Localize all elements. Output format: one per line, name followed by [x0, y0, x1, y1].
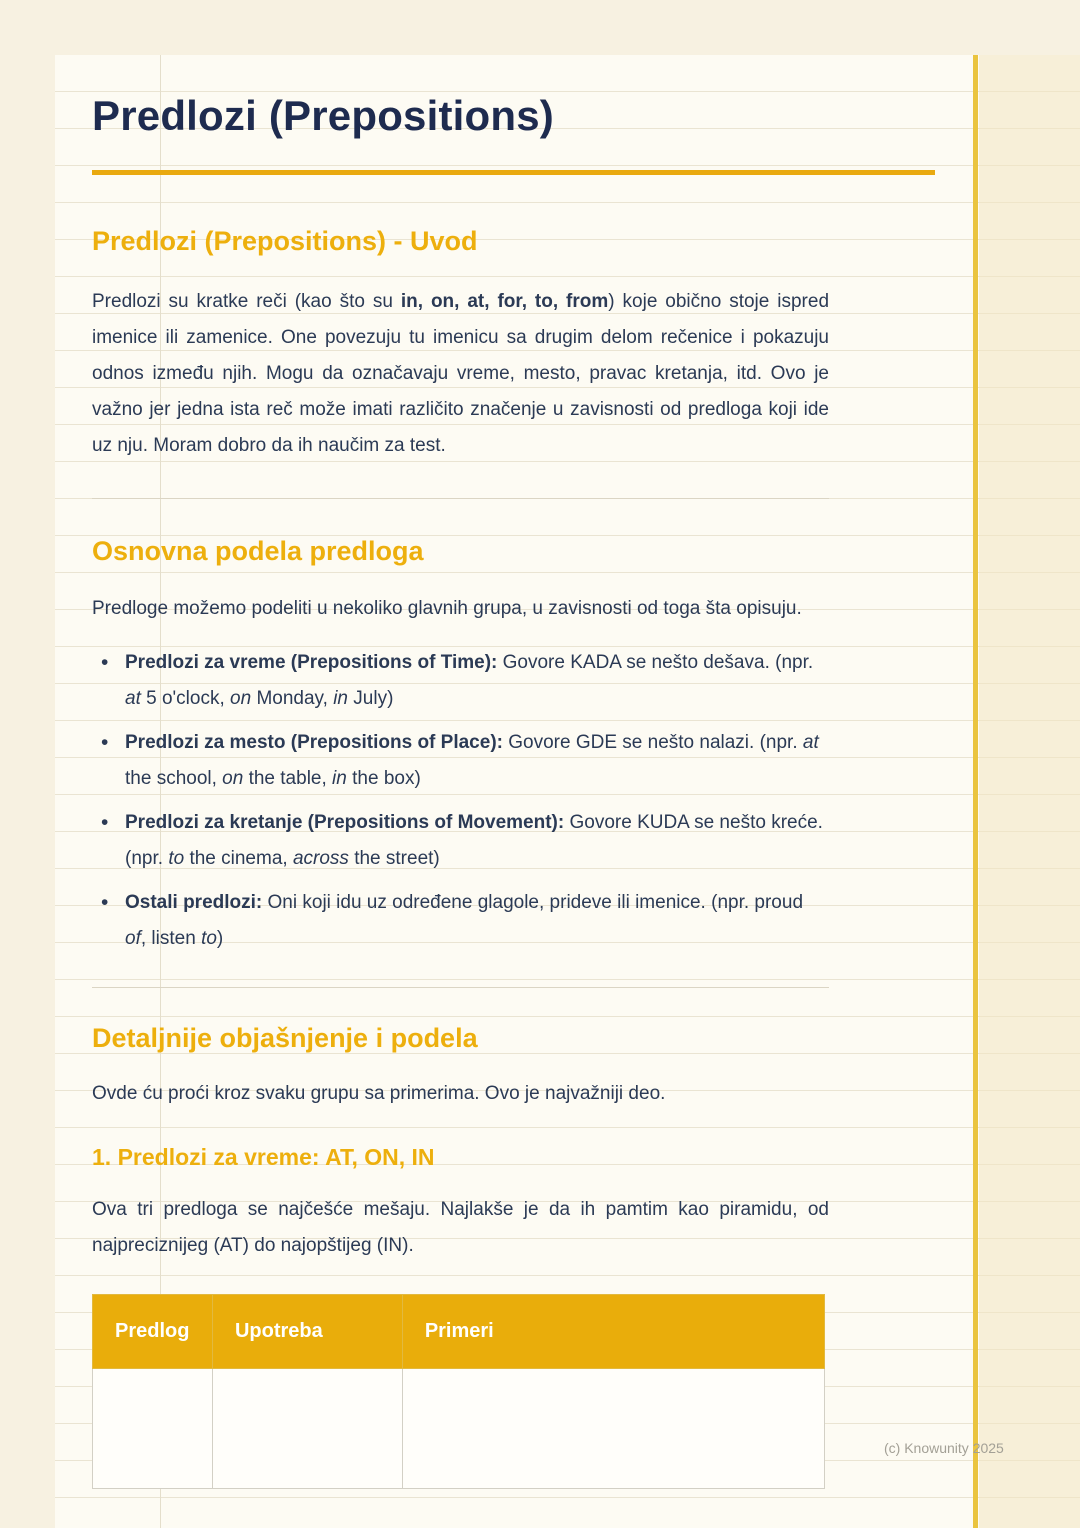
list-item	[92, 885, 829, 957]
table-header-cell-predlog: Predlog	[93, 1295, 213, 1369]
table-header-cell-upotreba: Upotreba	[212, 1295, 402, 1369]
bullet-text: Govore KADA se nešto dešava. (npr. at 5 o'clock, on Monday, in July)	[125, 652, 814, 710]
podela-heading: Osnovna podela predloga	[92, 535, 424, 566]
bullet-label: Predlozi za vreme (Prepositions of Time):	[125, 652, 498, 674]
paper-right-margin-area	[979, 55, 1080, 1528]
detaljnije-heading: Detaljnije objašnjenje i podela	[92, 1023, 478, 1054]
accent-vertical-line	[973, 55, 978, 1528]
table-cell	[402, 1369, 824, 1489]
intro-heading: Predlozi (Prepositions) - Uvod	[92, 226, 478, 257]
footer-credit: (c) Knowunity 2025	[884, 1440, 1004, 1456]
subsection-paragraph: Ova tri predloga se najčešće mešaju. Najlakše je da ih pamtim kao piramidu, od najpreciznijeg (AT) do najopštijeg (IN).	[92, 1199, 829, 1257]
subsection-heading-time: 1. Predlozi za vreme: AT, ON, IN	[92, 1144, 435, 1171]
table-body-row	[93, 1369, 825, 1489]
list-item	[92, 805, 829, 877]
detaljnije-paragraph: Ovde ću proći kroz svaku grupu sa primerima. Ovo je najvažniji deo.	[92, 1083, 666, 1105]
table-header-row	[93, 1295, 825, 1369]
title-underline-rule	[92, 170, 935, 175]
document-content	[92, 92, 935, 1489]
bullet-text: Govore KUDA se nešto kreće. (npr. to the cinema, across the street)	[125, 812, 823, 870]
list-item	[92, 645, 829, 717]
section-divider	[92, 987, 829, 988]
bullet-list	[92, 645, 829, 957]
section-divider	[92, 498, 829, 499]
page-title: Predlozi (Prepositions)	[92, 92, 554, 139]
table-header-cell-primeri: Primeri	[402, 1295, 824, 1369]
bullet-label: Predlozi za kretanje (Prepositions of Movement):	[125, 812, 565, 834]
table-cell	[212, 1369, 402, 1489]
intro-paragraph-pre: Predlozi su kratke reči (kao što su	[92, 290, 401, 312]
intro-paragraph-bold: in, on, at, for, to, from	[400, 290, 609, 312]
prepositions-table	[92, 1294, 825, 1489]
podela-paragraph: Predloge možemo podeliti u nekoliko glavnih grupa, u zavisnosti od toga šta opisuju.	[92, 598, 802, 620]
bullet-text: Oni koji idu uz određene glagole, prideve ili imenice. (npr. proud of, listen to)	[125, 892, 804, 950]
bullet-label: Ostali predlozi:	[125, 892, 263, 914]
bullet-label: Predlozi za mesto (Prepositions of Place):	[125, 732, 503, 754]
list-item	[92, 725, 829, 797]
bullet-text: Govore GDE se nešto nalazi. (npr. at the school, on the table, in the box)	[125, 732, 819, 790]
intro-paragraph-post: ) koje obično stoje ispred imenice ili zamenice. One povezuju tu imenicu sa drugim delom rečenice i pokazuju odnos između njih. Mogu da označavaju vreme, mesto, pravac kretanja, itd. Ovo je važno jer jedna ista reč može imati različito značenje u zavisnosti od predloga koji ide uz nju. Moram dobro da ih naučim za test.	[92, 290, 830, 456]
intro-paragraph	[92, 284, 829, 464]
table-cell	[93, 1369, 213, 1489]
